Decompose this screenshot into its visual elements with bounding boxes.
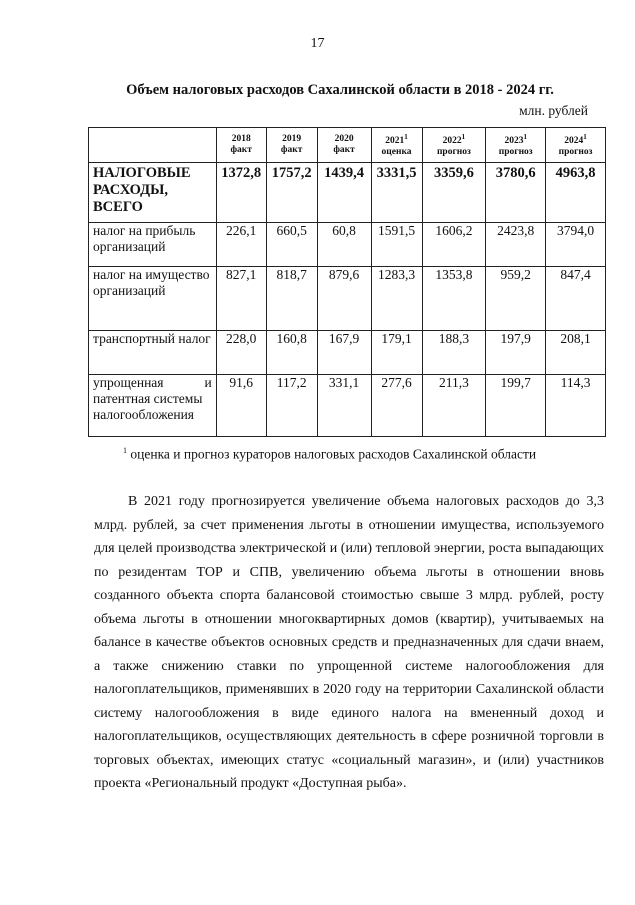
value-cell: 117,2 — [266, 375, 317, 437]
value-cell: 660,5 — [266, 223, 317, 267]
row-label-part: и — [204, 375, 212, 390]
value-cell: 199,7 — [486, 375, 546, 437]
value-cell: 160,8 — [266, 331, 317, 375]
units-label: млн. рублей — [519, 103, 588, 118]
table-row-total — [89, 163, 606, 223]
row-label-part: патентная системы налогообложения — [93, 391, 203, 422]
value-cell: 847,4 — [546, 267, 606, 331]
value-cell: 3794,0 — [546, 223, 606, 267]
value-cell: 1372,8 — [216, 163, 266, 223]
table-row — [89, 331, 606, 375]
value-cell: 1591,5 — [371, 223, 422, 267]
value-cell: 208,1 — [546, 331, 606, 375]
value-cell: 827,1 — [216, 267, 266, 331]
table-title: Объем налоговых расходов Сахалинской области в 2018 - 2024 гг. — [126, 82, 554, 98]
value-cell: 1606,2 — [422, 223, 486, 267]
header-cell: 2019 факт — [266, 128, 317, 163]
value-cell: 2423,8 — [486, 223, 546, 267]
value-cell: 1757,2 — [266, 163, 317, 223]
value-cell: 114,3 — [546, 375, 606, 437]
value-cell: 3331,5 — [371, 163, 422, 223]
page-number: 17 — [310, 36, 325, 51]
value-cell: 197,9 — [486, 331, 546, 375]
header-cell: 2021$^1$ оценка — [371, 128, 422, 163]
table-header-row — [89, 128, 606, 163]
table-row — [89, 223, 606, 267]
value-cell: 1353,8 — [422, 267, 486, 331]
row-label: налог на прибыль организаций — [89, 223, 217, 267]
header-cell: 2024$^1$ прогноз — [546, 128, 606, 163]
value-cell: 277,6 — [371, 375, 422, 437]
tax-expenditures-table — [88, 127, 606, 437]
row-label: НАЛОГОВЫЕ РАСХОДЫ, ВСЕГО — [89, 163, 217, 223]
value-cell: 188,3 — [422, 331, 486, 375]
value-cell: 167,9 — [317, 331, 371, 375]
row-label-part: упрощенная — [93, 375, 164, 390]
value-cell: 211,3 — [422, 375, 486, 437]
header-cell: 2022$^1$ прогноз — [422, 128, 486, 163]
header-cell: 2023$^1$ прогноз — [486, 128, 546, 163]
value-cell: 91,6 — [216, 375, 266, 437]
table-footnote — [123, 446, 536, 463]
value-cell: 179,1 — [371, 331, 422, 375]
footnote-mark: 1 — [123, 446, 127, 455]
value-cell: 3359,6 — [422, 163, 486, 223]
table-row — [89, 267, 606, 331]
value-cell: 959,2 — [486, 267, 546, 331]
row-label: транспортный налог — [89, 331, 217, 375]
header-cell: 2018 факт — [216, 128, 266, 163]
row-label — [89, 375, 217, 437]
value-cell: 879,6 — [317, 267, 371, 331]
value-cell: 1283,3 — [371, 267, 422, 331]
value-cell: 226,1 — [216, 223, 266, 267]
header-empty-cell — [89, 128, 217, 163]
row-label: налог на имущество организаций — [89, 267, 217, 331]
footnote-text: оценка и прогноз кураторов налоговых расходов Сахалинской области — [130, 446, 537, 462]
value-cell: 3780,6 — [486, 163, 546, 223]
value-cell: 818,7 — [266, 267, 317, 331]
table-row — [89, 375, 606, 437]
value-cell: 331,1 — [317, 375, 371, 437]
value-cell: 4963,8 — [546, 163, 606, 223]
value-cell: 60,8 — [317, 223, 371, 267]
value-cell: 1439,4 — [317, 163, 371, 223]
value-cell: 228,0 — [216, 331, 266, 375]
header-cell: 2020 факт — [317, 128, 371, 163]
body-paragraph: В 2021 году прогнозируется увеличение объема налоговых расходов до 3,3 млрд. рублей, за счет применения льготы в отношении имущества, используемого для целей производства электрической и (или) тепловой энергии, роста выпадающих по резидентам ТОР и СПВ, увеличению объема льготы в отношении вновь созданного объекта спорта балансовой стоимостью свыше 3 млрд. рублей, росту объема льготы в отношении многоквартирных домов (квартир), учитываемых на балансе в качестве объектов основных средств и предназначенных для сдачи внаем, а также снижению ставки по упрощенной системе налогообложения для налогоплательщиков, применявших в 2020 году на территории Сахалинской области систему налогообложения в виде единого налога на вмененный доход и налогоплательщиков, осуществляющих деятельность в сфере розничной торговли в торговых объектах, имеющих статус «социальный магазин», и (или) участников проекта «Региональный продукт «Доступная рыба». — [94, 494, 604, 791]
